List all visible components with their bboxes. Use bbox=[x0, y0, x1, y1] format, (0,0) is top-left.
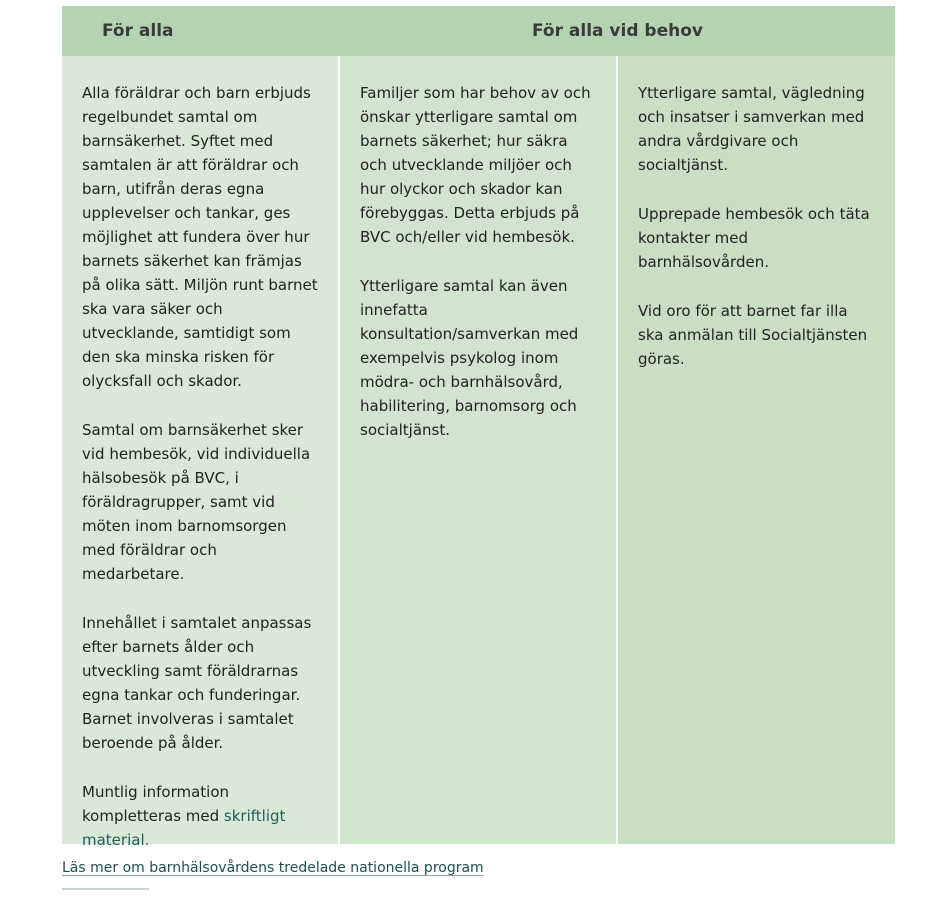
header-for-alla-vid-behov: För alla vid behov bbox=[340, 6, 895, 56]
column-vid-behov-1 bbox=[340, 56, 616, 844]
read-more-link[interactable]: Läs mer om barnhälsovårdens tredelade nationella program bbox=[62, 860, 484, 876]
col1-paragraph-3: Innehållet i samtalet anpassas efter barnets ålder och utveckling samt föräldrarnas egna tankar och funderingar. Barnet involveras i samtalet beroende på ålder. bbox=[82, 614, 312, 752]
col2-paragraph-1: Familjer som har behov av och önskar ytterligare samtal om barnets säkerhet; hur säkra och utvecklande miljöer och hur olyckor och skador kan förebyggas. Detta erbjuds på BVC och/eller vid hembesök. bbox=[360, 84, 591, 246]
footer-divider bbox=[62, 888, 149, 890]
services-table bbox=[62, 6, 895, 849]
col3-paragraph-1: Ytterligare samtal, vägledning och insatser i samverkan med andra vårdgivare och socialtjänst. bbox=[638, 84, 865, 174]
col3-paragraph-2: Upprepade hembesök och täta kontakter med barnhälsovården. bbox=[638, 205, 870, 271]
column-for-alla bbox=[62, 56, 338, 849]
col1-paragraph-4 bbox=[82, 780, 318, 852]
col2-paragraph-2: Ytterligare samtal kan även innefatta konsultation/samverkan med exempelvis psykolog inom mödra- och barnhälsovård, habilitering, barnomsorg och socialtjänst. bbox=[360, 277, 579, 439]
col1-paragraph-2: Samtal om barnsäkerhet sker vid hembesök, vid individuella hälsobesök på BVC, i föräldragrupper, samt vid möten inom barnomsorgen med föräldrar och medarbetare. bbox=[82, 421, 311, 583]
col1-paragraph-1: Alla föräldrar och barn erbjuds regelbundet samtal om barnsäkerhet. Syftet med samtalen är att föräldrar och barn, utifrån deras egna upplevelser och tankar, ges möjlighet att fundera över hur barnets säkerhet kan främjas på olika sätt. Miljön runt barnet ska vara säker och utvecklande, samtidigt som den ska minska risken för olycksfall och skador. bbox=[82, 84, 318, 390]
col1-paragraph-4-text: Muntlig information kompletteras med bbox=[82, 783, 230, 825]
column-vid-behov-2 bbox=[618, 56, 895, 844]
col3-paragraph-3: Vid oro för att barnet far illa ska anmälan till Socialtjänsten göras. bbox=[638, 302, 868, 368]
written-material-link[interactable]: skriftligt material. bbox=[82, 807, 286, 849]
header-for-alla: För alla bbox=[62, 6, 338, 56]
